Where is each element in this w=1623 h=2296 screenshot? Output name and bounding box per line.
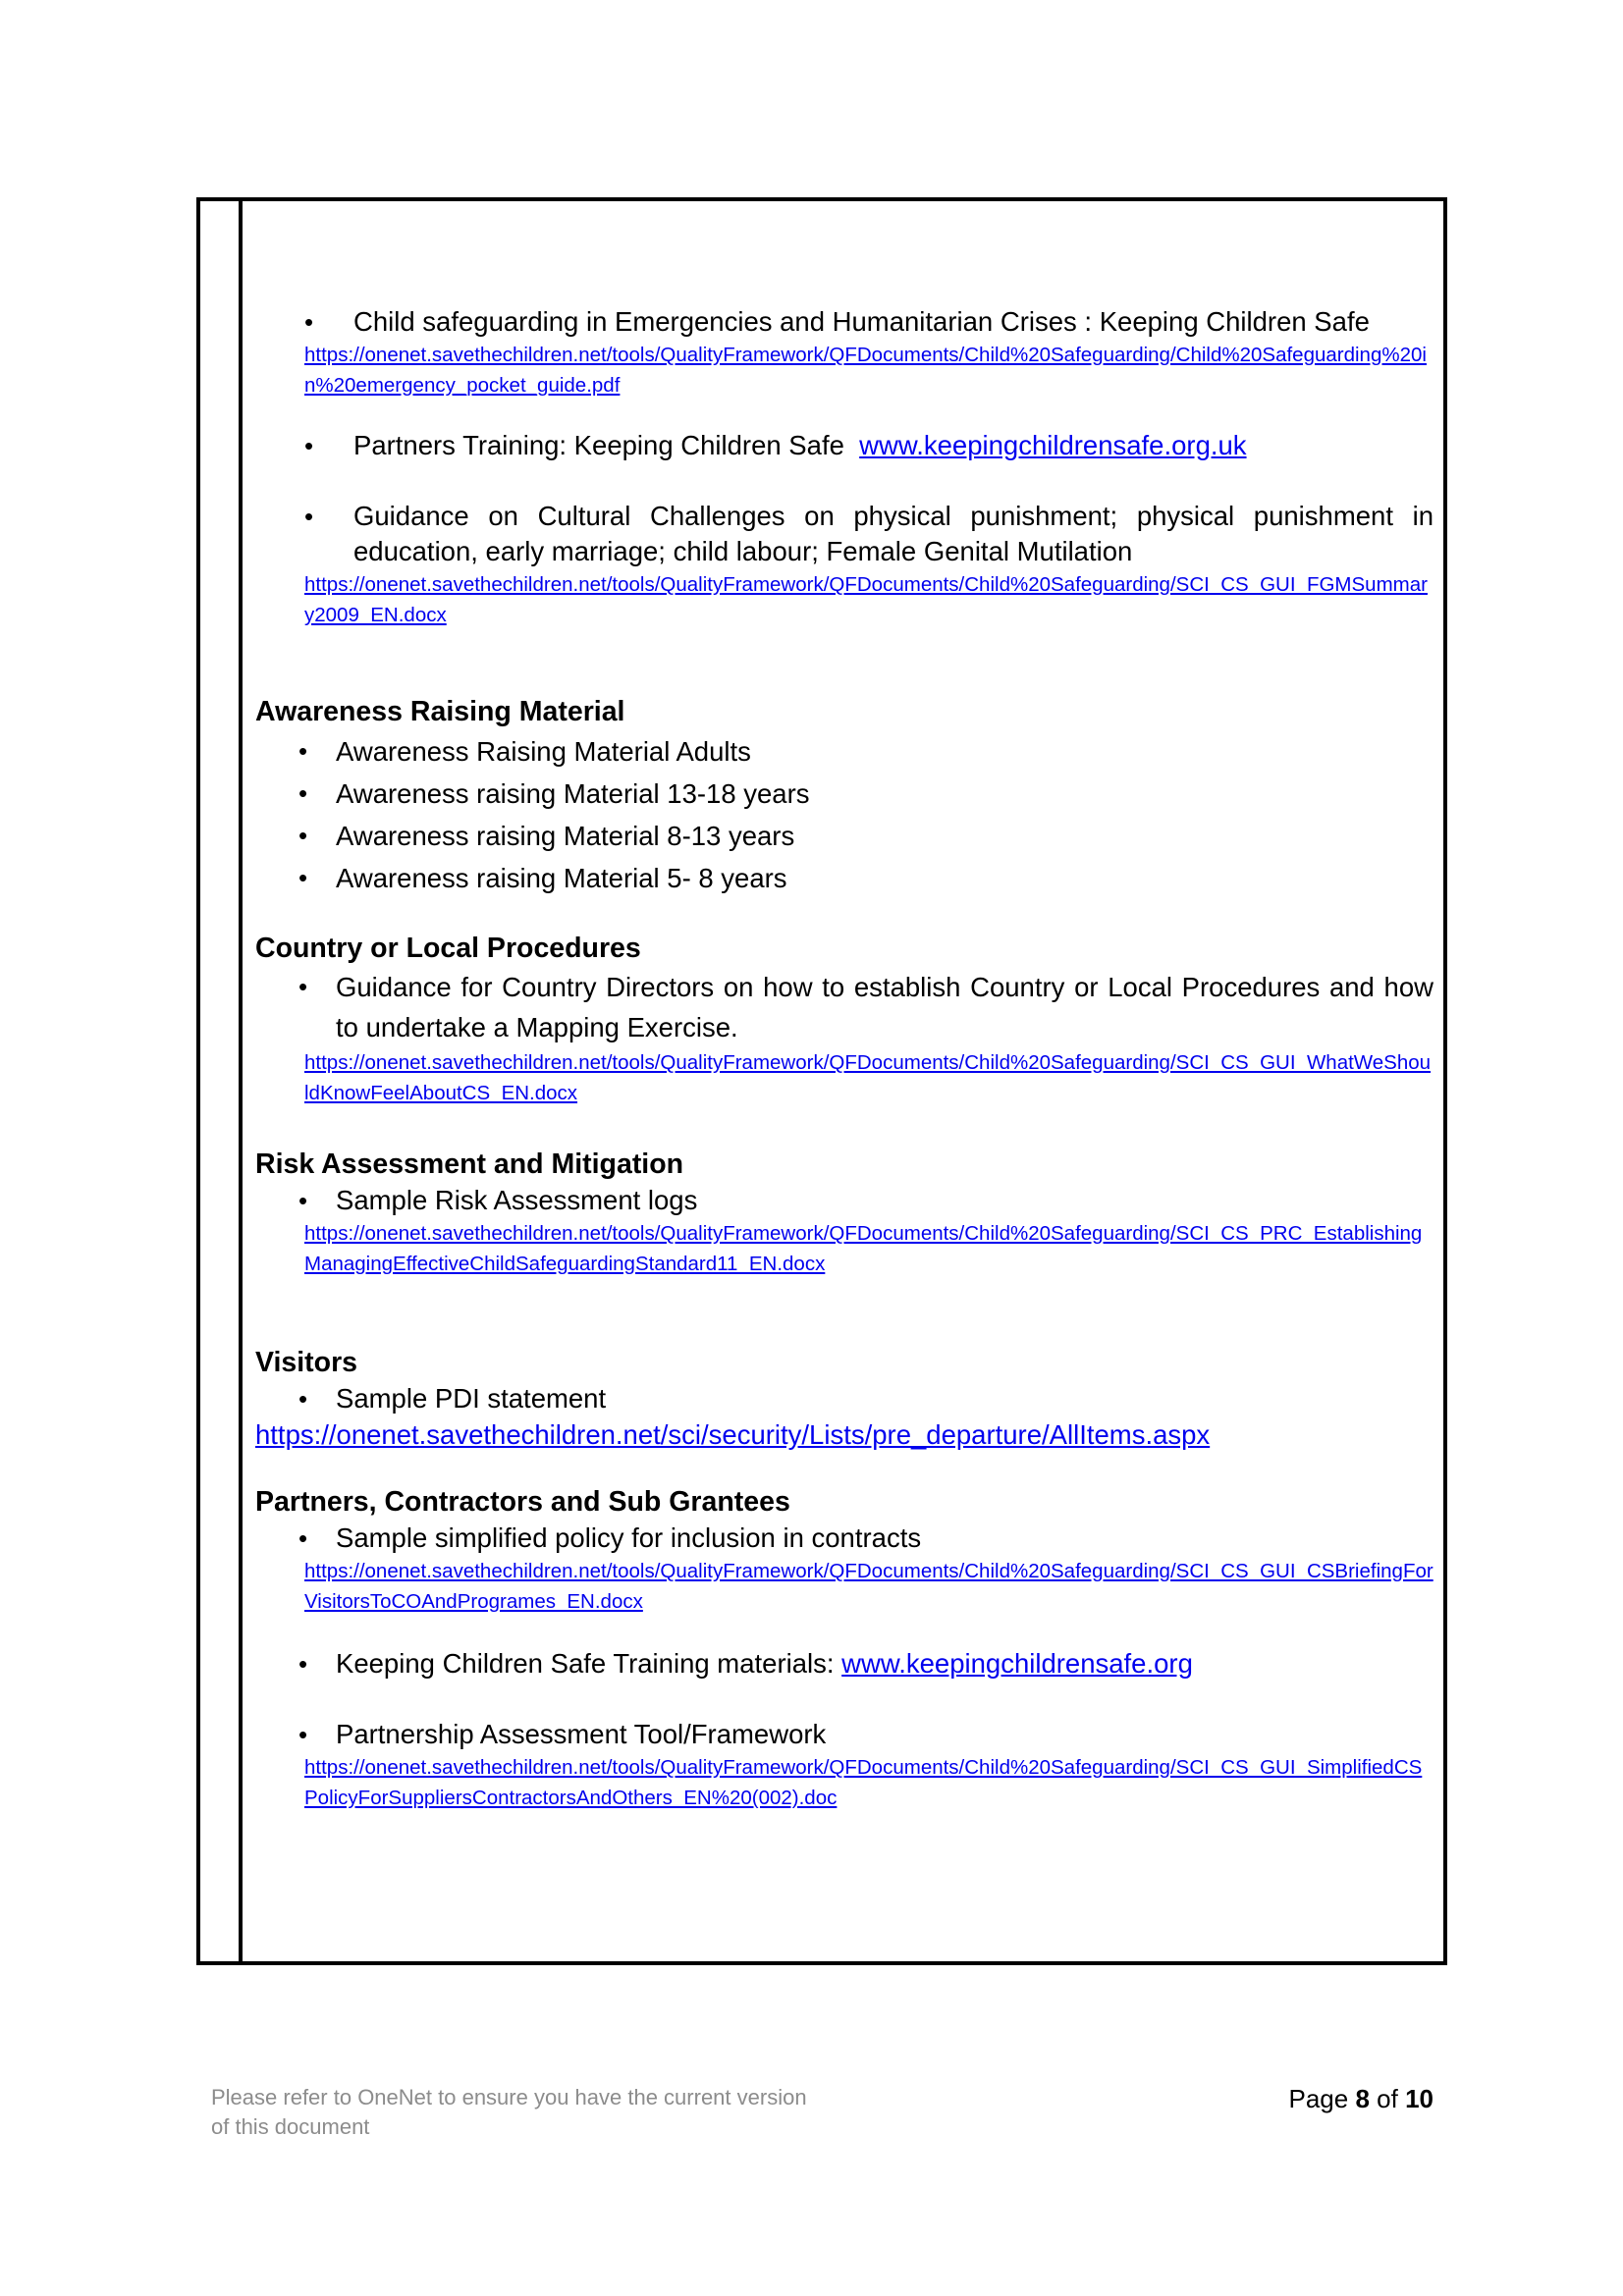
bullet-cultural-challenges: • Guidance on Cultural Challenges on physical punishment; physical punishment in education, early marriage; child labour; Female Genital Mutilation (304, 499, 1434, 569)
heading-awareness: Awareness Raising Material (255, 696, 625, 727)
bullet-emergencies: • Child safeguarding in Emergencies and Humanitarian Crises : Keeping Children Safe (304, 304, 1434, 340)
main-content (255, 304, 1434, 1813)
heading-country-procedures: Country or Local Procedures (255, 933, 641, 964)
awareness-item: • Awareness raising Material 5- 8 years (298, 857, 1434, 899)
awareness-item: • Awareness raising Material 13-18 years (298, 773, 1434, 815)
country-procedures-item: • Guidance for Country Directors on how to establish Country or Local Procedures and how to undertake a Mapping Exercise. (298, 967, 1434, 1047)
heading-visitors: Visitors (255, 1347, 358, 1378)
link-fgm-summary[interactable]: https://onenet.savethechildren.net/tools/QualityFramework/QFDocuments/Child%20Safeguarding/SCI_CS_GUI_FGMSummary2009_EN.docx (304, 573, 1428, 626)
link-cs-briefing-visitors[interactable]: https://onenet.savethechildren.net/tools/QualityFramework/QFDocuments/Child%20Safeguarding/SCI_CS_GUI_CSBriefingForVisitorsToCOAndProgrames_EN.docx (304, 1560, 1434, 1613)
link-keepingchildrensafe-org-uk[interactable]: www.keepingchildrensafe.org.uk (859, 430, 1247, 460)
link-what-we-should-know[interactable]: https://onenet.savethechildren.net/tools/QualityFramework/QFDocuments/Child%20Safeguarding/SCI_CS_GUI_WhatWeShouldKnowFeelAboutCS_EN.docx (304, 1051, 1432, 1104)
partners-item-assessment: • Partnership Assessment Tool/Framework (298, 1717, 1434, 1752)
visitors-item: • Sample PDI statement (298, 1381, 1434, 1416)
left-margin-rule (239, 197, 243, 1965)
awareness-item: • Awareness raising Material 8-13 years (298, 815, 1434, 857)
link-simplified-cs-policy[interactable]: https://onenet.savethechildren.net/tools/QualityFramework/QFDocuments/Child%20Safeguarding/SCI_CS_GUI_SimplifiedCSPolicyForSuppliersContractorsAndOthers_EN%20(002).doc (304, 1756, 1423, 1809)
heading-risk-assessment: Risk Assessment and Mitigation (255, 1148, 684, 1180)
partners-item-policy: • Sample simplified policy for inclusion in contracts (298, 1521, 1434, 1556)
link-emergency-pocket-guide[interactable]: https://onenet.savethechildren.net/tools/QualityFramework/QFDocuments/Child%20Safeguarding/Child%20Safeguarding%20in%20emergency_pocket_guide.pdf (304, 344, 1427, 397)
link-keepingchildrensafe-org[interactable]: www.keepingchildrensafe.org (841, 1648, 1193, 1679)
page-number: Page 8 of 10 (1288, 2084, 1434, 2113)
link-establishing-standard11[interactable]: https://onenet.savethechildren.net/tools/QualityFramework/QFDocuments/Child%20Safeguarding/SCI_CS_PRC_EstablishingManagingEffectiveChildSafeguardingStandard11_EN.docx (304, 1222, 1423, 1275)
heading-partners: Partners, Contractors and Sub Grantees (255, 1486, 790, 1518)
awareness-item: • Awareness Raising Material Adults (298, 730, 1434, 773)
risk-item: • Sample Risk Assessment logs (298, 1183, 1434, 1218)
link-pre-departure[interactable]: https://onenet.savethechildren.net/sci/security/Lists/pre_departure/AllItems.aspx (255, 1419, 1211, 1450)
partners-item-training: • Keeping Children Safe Training materials: www.keepingchildrensafe.org (298, 1646, 1434, 1682)
footer-note: Please refer to OneNet to ensure you have the current version of this document (211, 2085, 807, 2139)
bullet-partners-training: • Partners Training: Keeping Children Safe www.keepingchildrensafe.org.uk (304, 428, 1434, 463)
